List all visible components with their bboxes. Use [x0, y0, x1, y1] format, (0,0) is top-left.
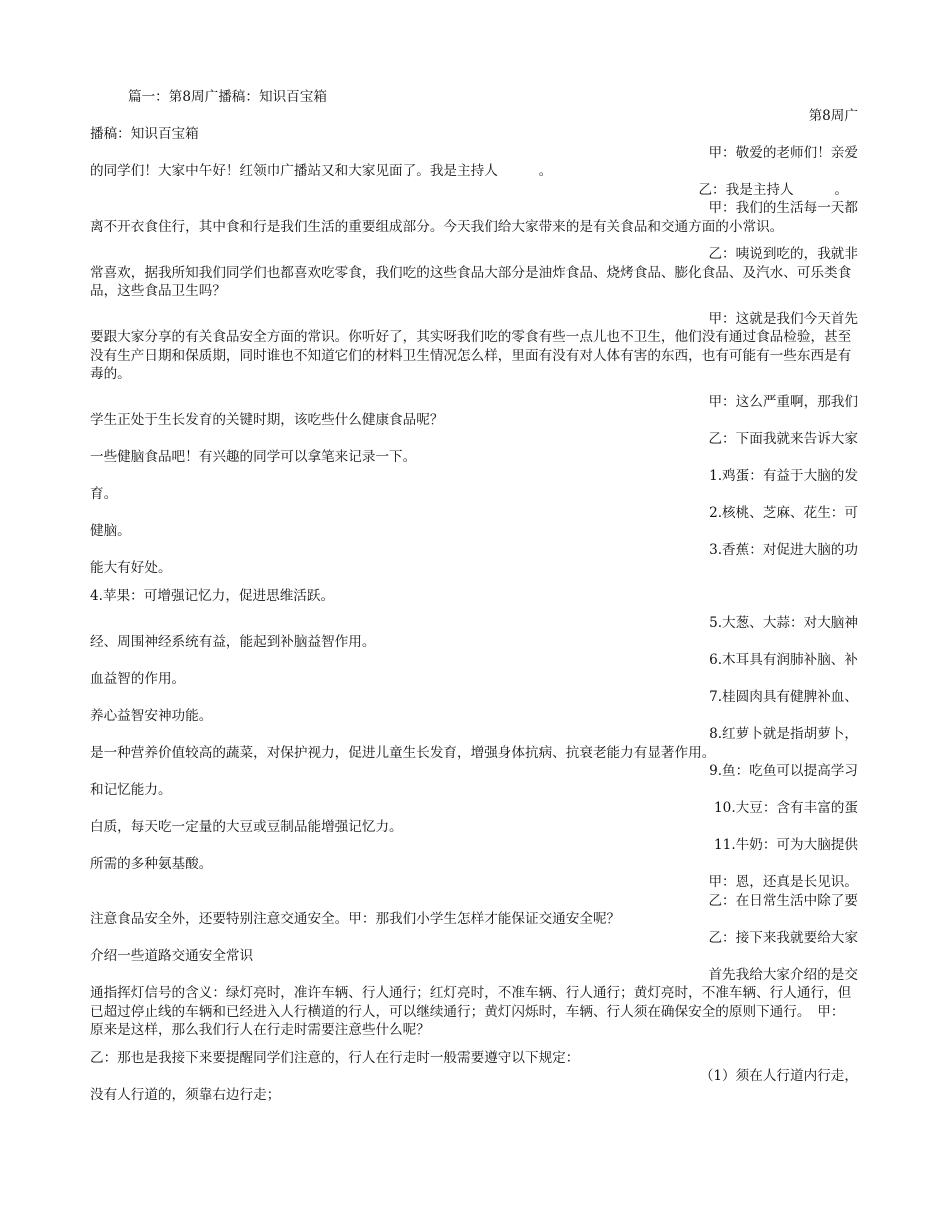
paragraph-line: 能大有好处。 — [90, 560, 172, 576]
food-item: 1.鸡蛋：有益于大脑的发 — [709, 467, 858, 484]
paragraph-line: 注意食品安全外，还要特别注意交通安全。甲：那我们小学生怎样才能保证交通安全呢？ — [90, 911, 621, 927]
food-item: 2.核桃、芝麻、花生：可 — [709, 504, 858, 521]
paragraph-text: 常喜欢，据我所知我们同学们也都喜欢吃零食，我们吃的这些食品大部分是油炸食品、烧烤食品、膨化食品、及汽水、可乐类食品，这些食品卫生吗？ — [90, 264, 852, 299]
paragraph-line: 甲：恩，还真是长见识。 — [708, 874, 858, 890]
paragraph-line: 首先我给大家介绍的是交 — [708, 966, 858, 983]
paragraph-line: 乙：在日常生活中除了要 — [708, 892, 858, 909]
paragraph-line: 养心益智安神功能。 — [90, 707, 213, 724]
paragraph-line: 甲：敬爱的老师们！亲爱 — [708, 144, 858, 161]
paragraph-line: （1）须在人行道内行走， — [699, 1068, 858, 1084]
paragraph-line: 健脑。 — [90, 523, 131, 539]
document-page — [90, 88, 858, 1104]
paragraph-line: 的同学们！大家中午好！红领巾广播站又和大家见面了。我是主持人 。 — [90, 163, 553, 179]
paragraph-line: 介绍一些道路交通安全常识 — [90, 948, 254, 964]
paragraph-line: 一些健脑食品吧！有兴趣的同学可以拿笔来记录一下。 — [90, 449, 417, 465]
food-item: 10.大豆：含有丰富的蛋 — [714, 800, 858, 816]
document-title: 篇一：第8周广播稿：知识百宝箱 — [128, 89, 327, 105]
paragraph-text: 要跟大家分享的有关食品安全方面的常识。你听好了，其实呀我们吃的零食有些一点儿也不卫生，他们没有通过食品检验，甚至没有生产日期和保质期，同时谁也不知道它们的材料卫生情况怎么样，里面有没有对人体有害的东西，也有可能有一些东西是有毒的。 — [90, 329, 852, 382]
paragraph-line: 第8周广 — [808, 107, 858, 124]
paragraph-line: 甲：我们的生活每一天都 — [708, 200, 858, 216]
food-item: 9.鱼：吃鱼可以提高学习 — [709, 763, 858, 779]
paragraph-line: 所需的多种氨基酸。 — [90, 855, 213, 872]
paragraph-line: 学生正处于生长发育的关键时期，该吃些什么健康食品呢？ — [90, 412, 444, 428]
paragraph-line: 乙：那也是我接下来要提醒同学们注意的，行人在行走时一般需要遵守以下规定： — [90, 1049, 580, 1066]
paragraph-line: 没有人行道的，须靠右边行走； — [90, 1086, 281, 1103]
paragraph-text: 是一种营养价值较高的蔬菜，对保护视力，促进儿童生长发育，增强身体抗病、抗衰老能力有显著作用。 — [90, 744, 716, 761]
food-item: 11.牛奶：可为大脑提供 — [714, 837, 858, 853]
food-item: 5.大葱、大蒜：对大脑神 — [709, 615, 858, 631]
paragraph-line: 乙：接下来我就要给大家 — [708, 929, 858, 946]
paragraph-line: 和记忆能力。 — [90, 781, 172, 798]
paragraph-line: 白质，每天吃一定量的大豆或豆制品能增强记忆力。 — [90, 818, 403, 835]
paragraph-line: 育。 — [90, 486, 118, 502]
paragraph-text: 离不开衣食住行，其中食和行是我们生活的重要组成部分。今天我们给大家带来的是有关食品和交通方面的小常识。 — [90, 218, 784, 235]
paragraph-line: 甲：这么严重啊，那我们 — [708, 393, 858, 410]
food-item: 8.红萝卜就是指胡萝卜， — [709, 726, 858, 742]
paragraph-line: 乙：下面我就来告诉大家 — [708, 430, 858, 447]
paragraph-text: 通指挥灯信号的含义：绿灯亮时，准许车辆、行人通行；红灯亮时，不准车辆、行人通行；黄灯亮时，不准车辆、行人通行，但已超过停止线的车辆和已经进入人行横道的行人，可以继续通行；黄灯闪烁时，车辆、行人须在确保安全的原则下通行。 甲：原来是这样，那么我们行人在行走时需要注意些什么呢？ — [90, 985, 852, 1038]
paragraph-line: 血益智的作用。 — [90, 670, 186, 687]
paragraph-line: 乙：咦说到吃的，我就非 — [708, 246, 858, 262]
food-item: 6.木耳具有润肺补脑、补 — [709, 652, 858, 668]
food-item: 7.桂圆肉具有健脾补血、 — [709, 689, 858, 705]
food-item: 3.香蕉：对促进大脑的功 — [709, 541, 858, 558]
paragraph-line: 乙：我是主持人 。 — [698, 181, 848, 198]
food-item: 4.苹果：可增强记忆力，促进思维活跃。 — [90, 587, 335, 604]
paragraph-line: 播稿：知识百宝箱 — [90, 126, 199, 142]
paragraph-line: 甲：这就是我们今天首先 — [708, 310, 858, 327]
paragraph-line: 经、周围神经系统有益，能起到补脑益智作用。 — [90, 633, 376, 650]
